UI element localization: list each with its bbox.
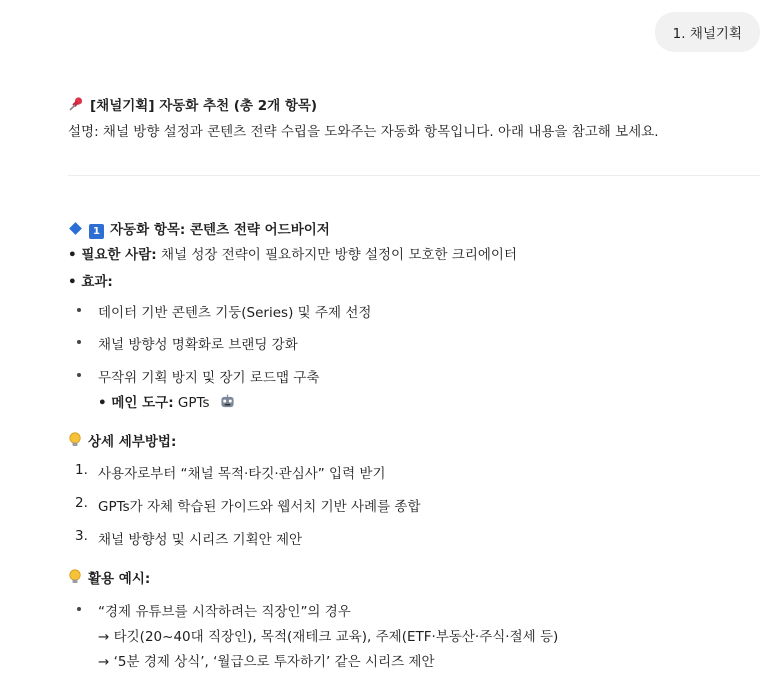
need-label: 필요한 사람: bbox=[81, 247, 157, 263]
main-tool-label: 메인 도구: bbox=[111, 395, 174, 411]
main-tool-value: GPTs bbox=[173, 395, 210, 411]
example-line: → ‘5분 경제 상식’, ‘월급으로 투자하기’ 같은 시리즈 제안 bbox=[98, 654, 435, 670]
item1-heading bbox=[68, 218, 330, 239]
response-title-text: [채널기획] 자동화 추천 (총 2개 항목) bbox=[90, 98, 318, 114]
user-message-bubble bbox=[655, 12, 760, 52]
step-number: 2. bbox=[75, 495, 88, 511]
step-text: 채널 방향성 및 시리즈 기획안 제안 bbox=[98, 532, 303, 548]
bullet-dot bbox=[77, 607, 81, 611]
example-case: “경제 유튜브를 시작하려는 직장인”의 경우 bbox=[98, 604, 351, 620]
examples-heading-text: 활용 예시: bbox=[88, 571, 151, 587]
pushpin-icon bbox=[68, 96, 84, 116]
need-value: 채널 성장 전략이 필요하지만 방향 설정이 모호한 크리에이터 bbox=[156, 247, 518, 263]
effect-item: 채널 방향성 명확화로 브랜딩 강화 bbox=[98, 337, 298, 353]
item1-heading-text: 자동화 항목: 콘텐츠 전략 어드바이저 bbox=[110, 222, 330, 238]
keycap-number-icon: 1 bbox=[89, 224, 104, 239]
robot-icon bbox=[220, 394, 235, 413]
effects-label: 효과: bbox=[81, 274, 113, 290]
step-number: 3. bbox=[75, 528, 88, 544]
lightbulb-icon bbox=[68, 569, 82, 589]
step-text: 사용자로부터 “채널 목적·타깃·관심사” 입력 받기 bbox=[98, 466, 386, 482]
response-title bbox=[68, 94, 317, 116]
divider bbox=[68, 175, 760, 176]
bullet-dot bbox=[77, 308, 81, 312]
examples-heading bbox=[68, 567, 150, 589]
step-text: GPTs가 자체 학습된 가이드와 웹서치 기반 사례를 종합 bbox=[98, 499, 421, 515]
effect-item: 무작위 기획 방지 및 장기 로드맵 구축 bbox=[98, 370, 320, 386]
item1-effects-label: • 효과: bbox=[68, 274, 113, 290]
example-line: → 타깃(20~40대 직장인), 목적(재테크 교육), 주제(ETF·부동산·주식·절세 등) bbox=[98, 629, 559, 645]
blue-diamond-icon bbox=[69, 222, 82, 235]
main-tool: • 메인 도구: GPTs bbox=[98, 391, 241, 413]
details-heading bbox=[68, 430, 176, 452]
item1-need: • 필요한 사람: 채널 성장 전략이 필요하지만 방향 설정이 모호한 크리에이터 bbox=[68, 247, 518, 263]
bullet-dot bbox=[77, 373, 81, 377]
details-heading-text: 상세 세부방법: bbox=[88, 434, 177, 450]
bullet-dot bbox=[77, 340, 81, 344]
lightbulb-icon bbox=[68, 432, 82, 452]
step-number: 1. bbox=[75, 462, 88, 478]
effect-item: 데이터 기반 콘텐츠 기둥(Series) 및 주제 선정 bbox=[98, 305, 372, 321]
response-description: 설명: 채널 방향 설정과 콘텐츠 전략 수립을 도와주는 자동화 항목입니다. 아래 내용을 참고해 보세요. bbox=[68, 124, 659, 140]
user-message-text: 1. 채널기획 bbox=[672, 26, 742, 42]
